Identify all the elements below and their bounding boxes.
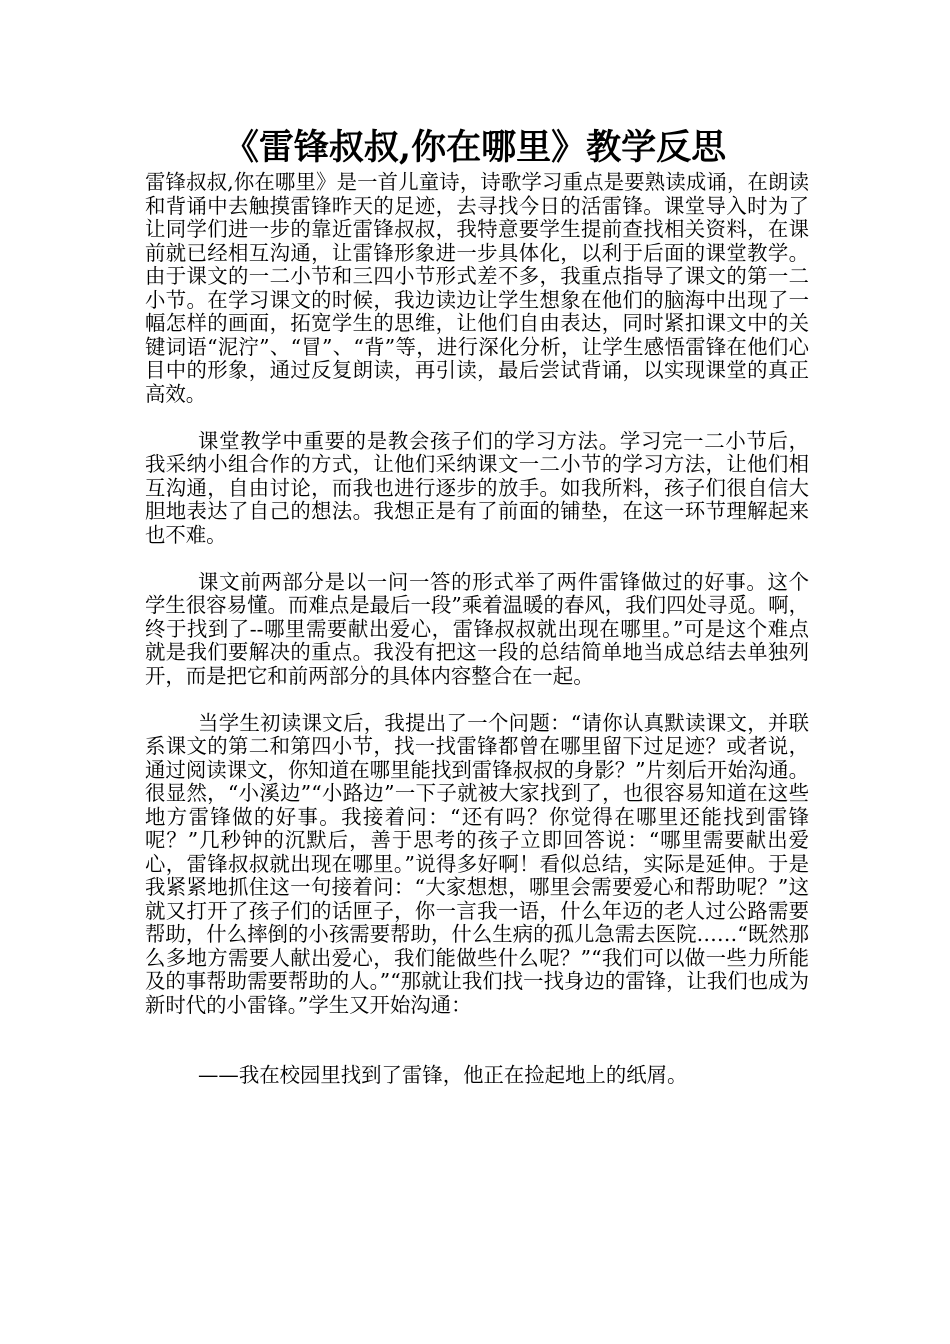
paragraph-spacer [145,1017,809,1064]
paragraph-spacer [145,688,809,712]
paragraph-1: 雷锋叔叔,你在哪里》是一首儿童诗，诗歌学习重点是要熟读成诵，在朗读和背诵中去触摸雷锋昨天的足迹，去寻找今日的活雷锋。课堂导入时为了让同学们进一步的靠近雷锋叔叔，我特意要学生提前查找相关资料，在课前就已经相互沟通，让雷锋形象进一步具体化，以利于后面的课堂教学。由于课文的一二小节和三四小节形式差不多，我重点指导了课文的第一二小节。在学习课文的时候，我边读边让学生想象在他们的脑海中出现了一幅怎样的画面，拓宽学生的思维，让他们自由表达，同时紧扣课文中的关键词语“泥泞”、“冒”、“背”等，进行深化分析，让学生感悟雷锋在他们心目中的形象，通过反复朗读，再引读，最后尝试背诵，以实现课堂的真正高效。 [145,170,809,406]
paragraph-spacer [145,406,809,430]
document-title: 《雷锋叔叔,你在哪里》教学反思 [223,127,727,168]
document-body [145,171,809,1088]
paragraph-spacer [145,547,809,571]
paragraph-3: 课文前两部分是以一问一答的形式举了两件雷锋做过的好事。这个学生很容易懂。而难点是最后一段”乘着温暖的春风，我们四处寻觅。啊，终于找到了--哪里需要献出爱心，雷锋叔叔就出现在哪里。”可是这个难点就是我们要解决的重点。我没有把这一段的总结简单地当成总结去单独列开，而是把它和前两部分的具体内容整合在一起。 [145,569,809,688]
paragraph-5: ——我在校园里找到了雷锋，他正在捡起地上的纸屑。 [198,1063,688,1087]
paragraph-2: 课堂教学中重要的是教会孩子们的学习方法。学习完一二小节后，我采纳小组合作的方式，让他们采纳课文一二小节的学习方法，让他们相互沟通，自由讨论，而我也进行逐步的放手。如我所料，孩子们很自信大胆地表达了自己的想法。我想正是有了前面的铺垫，在这一环节理解起来也不难。 [145,428,809,547]
paragraph-4: 当学生初读课文后，我提出了一个问题：“请你认真默读课文，并联系课文的第二和第四小节，找一找雷锋都曾在哪里留下过足迹？或者说，通过阅读课文，你知道在哪里能找到雷锋叔叔的身影？”片刻后开始沟通。很显然，“小溪边”“小路边”一下子就被大家找到了，也很容易知道在这些地方雷锋做的好事。我接着问：“还有吗？你觉得在哪里还能找到雷锋呢？”几秒钟的沉默后，善于思考的孩子立即回答说：“哪里需要献出爱心，雷锋叔叔就出现在哪里。”说得多好啊！看似总结，实际是延伸。于是我紧紧地抓住这一句接着问：“大家想想，哪里会需要爱心和帮助呢？”这就又打开了孩子们的话匣子，你一言我一语，什么年迈的老人过公路需要帮助，什么摔倒的小孩需要帮助，什么生病的孤儿急需去医院……“既然那么多地方需要人献出爱心，我们能做些什么呢？”“我们可以做一些力所能及的事帮助需要帮助的人。”“那就让我们找一找身边的雷锋，让我们也成为新时代的小雷锋。”学生又开始沟通： [145,710,809,1017]
